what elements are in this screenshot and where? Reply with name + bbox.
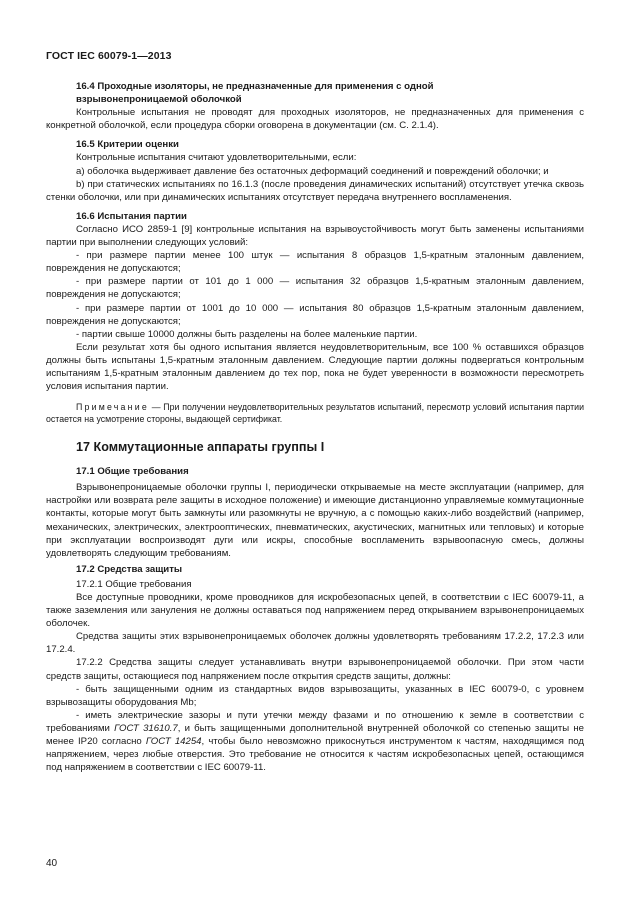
paragraph-16-6-result: Если результат хотя бы одного испытания является неудовлетворительным, все 100 % оставшихся образцов должны быть испытаны 1,5-кратным эталонным давлением. Следующие партии должны подвергаться контрольным испытаниям 1,5-кратным эталонным давлением до тех пор, пока не будет уверенности в возможности пересмотреть условия испытания партии. <box>46 341 584 393</box>
heading-17-2: 17.2 Средства защиты <box>76 563 183 575</box>
list-item-clearances <box>46 709 584 774</box>
text-run: - иметь электрические зазоры и пути утечки между фазами и по отношению к земле в соответствии с требованиями <box>46 709 584 734</box>
item-16-5-a: а) оболочка выдерживает давление без остаточных деформаций соединений и повреждений оболочки; и <box>76 165 549 177</box>
page-number: 40 <box>46 858 58 869</box>
note-label: Примечание <box>76 402 149 413</box>
heading-16-5: 16.5 Критерии оценки <box>76 139 179 151</box>
reference-gost-14254: ГОСТ 14254 <box>145 736 202 748</box>
paragraph-16-4: Контрольные испытания не проводят для проходных изоляторов, не предназначенных для применения с конкретной оболочкой, если процедура сборки оговорена в документации (см. С. 2.1.4). <box>46 107 584 132</box>
document-header: ГОСТ IEC 60079-1—2013 <box>46 50 172 62</box>
paragraph-17-2-2: 17.2.2 Средства защиты следует устанавливать внутри взрывонепроницаемой оболочки. При этом части средств защиты, остающиеся под напряжением после открытия средств защиты, должны: <box>46 657 584 682</box>
text-run: , и быть защищенными дополнительной внутренней оболочкой со степенью защиты не менее IP20 согласно <box>46 722 584 748</box>
list-item: - быть защищенными одним из стандартных видов взрывозащиты, указанных в IEC 60079-0, с уровнем взрывозащиты оборудования Mb; <box>46 683 584 708</box>
heading-17: 17 Коммутационные аппараты группы I <box>76 440 325 455</box>
list-item: - партии свыше 10000 должны быть разделены на более маленькие партии. <box>76 328 418 340</box>
note <box>46 401 584 425</box>
paragraph-16-5: Контрольные испытания считают удовлетворительными, если: <box>76 152 357 164</box>
paragraph-16-6: Согласно ИСО 2859-1 [9] контрольные испытания на взрывоустойчивость могут быть заменены испытаниями партии при выполнении следующих условий: <box>46 223 584 249</box>
list-item: - при размере партии менее 100 штук — испытания 8 образцов 1,5-кратным эталонным давлением, повреждения не допускаются; <box>46 250 584 275</box>
heading-17-1: 17.1 Общие требования <box>76 466 189 478</box>
item-16-5-b: b) при статических испытаниях по 16.1.3 (после проведения динамических испытаний) отсутствует утечка сквозь стенки оболочки, или при динамических испытаниях отсутствует передача внутреннего воспламенения. <box>46 178 584 203</box>
text-run: , чтобы было невозможно прикоснуться инструментом к частям, находящимся под напряжением, через любые отверстия. Это требование не относится к частям искробезопасных цепей, остающимся под напряжением в соответствии с IEC 60079-11. <box>46 736 585 774</box>
page-body <box>46 80 584 774</box>
list-item: - при размере партии от 101 до 1 000 — испытания 32 образцов 1,5-кратным эталонным давлением, повреждения не допускаются; <box>46 276 584 301</box>
heading-16-4-line1: 16.4 Проходные изоляторы, не предназначенные для применения с одной <box>76 81 434 92</box>
heading-16-4-line2: взрывонепроницаемой оболочкой <box>76 94 242 106</box>
paragraph-17-2-1-a: Все доступные проводники, кроме проводников для искробезопасных цепей, в соответствии с IEC 60079-11, а также заземления или зануления не должны оставаться под напряжением перед открыванием взрывонепроницаемых оболочек. <box>46 592 584 630</box>
heading-17-2-1: 17.2.1 Общие требования <box>76 578 192 590</box>
paragraph-17-1: Взрывонепроницаемые оболочки группы I, периодически открываемые на месте эксплуатации (например, для настройки или возврата реле защиты в исходное положение) и имеющие дистанционно управляемые коммутационные контакты, которые могут быть замкнуты или разомкнуты не вручную, а с помощью каких-либо воздействий (например, механических, электрических, электрооптических, пневматических, акустических, магнитных или тепловых) и которые при эксплуатации воспроизводят дуги или искры, способные воспламенить взрывоопасную смесь, должны удовлетворять следующим требованиям. <box>46 482 584 559</box>
list-item: - при размере партии от 1001 до 10 000 — испытания 80 образцов 1,5-кратным эталонным давлением, повреждения не допускаются; <box>46 302 584 327</box>
heading-16-6: 16.6 Испытания партии <box>76 210 187 222</box>
reference-gost-31610-7: ГОСТ 31610.7 <box>114 722 178 734</box>
paragraph-17-2-1-b: Средства защиты этих взрывонепроницаемых оболочек должны удовлетворять требованиям 17.2.2, 17.2.3 или 17.2.4. <box>46 631 584 656</box>
note-text: — При получении неудовлетворительных результатов испытаний, пересмотр условий испытания партии остается на усмотрение стороны, выдающей сертификат. <box>46 402 584 425</box>
